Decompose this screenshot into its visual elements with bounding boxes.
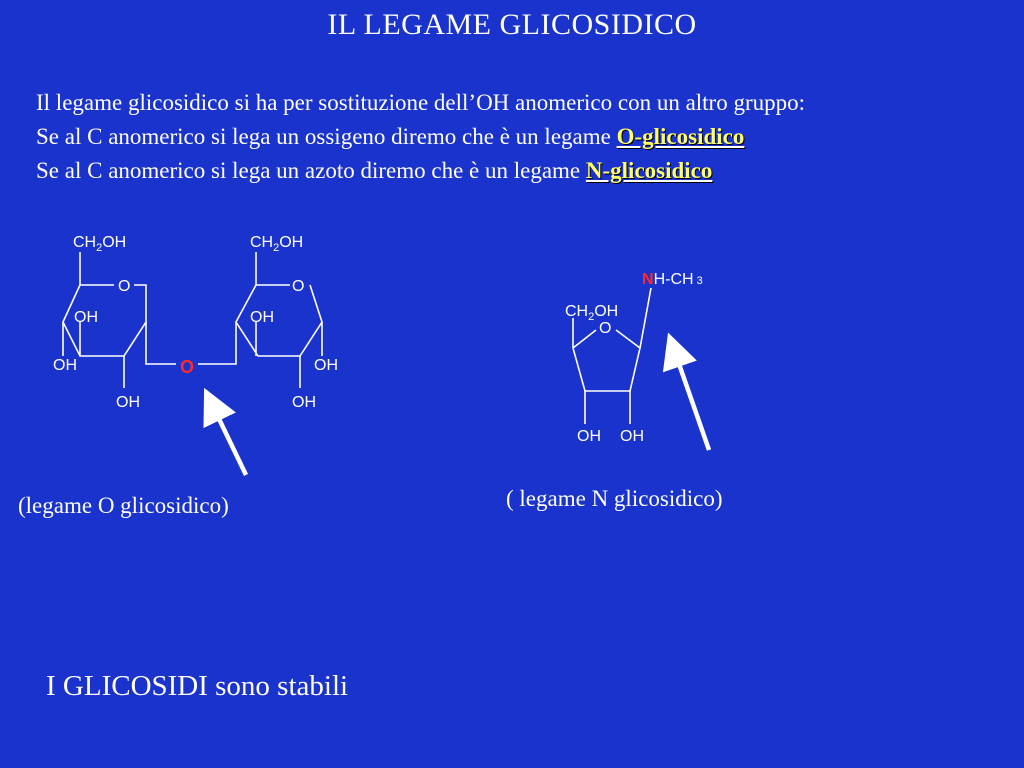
arrow-n-bond <box>671 341 709 450</box>
ring-2-bonds <box>236 285 322 356</box>
ring-1-pyranose <box>53 234 146 411</box>
ring-2-pyranose <box>236 234 338 411</box>
ring-2-oxygen: O <box>292 278 305 295</box>
ring-2-ch2oh: $CH_2OH$ <box>250 234 304 254</box>
furanose-oh-right: OH <box>620 428 644 445</box>
furanose-ring-bonds <box>573 330 640 391</box>
ring-1-oh-ring: OH <box>74 309 98 326</box>
ring-2-oh-right: OH <box>314 357 338 374</box>
furanose-n-glycoside <box>565 271 703 445</box>
ring-2-oh-ring: OH <box>250 309 274 326</box>
intro-line-2-text: Se al C anomerico si lega un ossigeno diremo che è un legame <box>36 124 617 149</box>
o-glicosidico-term: O-glicosidico <box>616 124 745 149</box>
slide-title: IL LEGAME GLICOSIDICO <box>327 8 697 41</box>
arrow-o-bond <box>208 396 246 475</box>
ring-1-oh-left: OH <box>53 357 77 374</box>
ring-1-ch2oh: $CH_2OH$ <box>73 234 127 254</box>
furanose-ch2oh: $CH_2OH$ <box>565 303 619 323</box>
n-methyl-group: NH-CH 3 <box>642 271 703 288</box>
caption-o-glycosidic: (legame O glicosidico) <box>18 493 229 518</box>
intro-line-1: Il legame glicosidico si ha per sostituzione dell’OH anomerico con un altro gruppo: <box>36 90 806 115</box>
intro-line-3-text: Se al C anomerico si lega un azoto diremo che è un legame <box>36 158 586 183</box>
caption-n-glycosidic: ( legame N glicosidico) <box>506 486 723 511</box>
footer-statement: I GLICOSIDI sono stabili <box>46 670 349 702</box>
bridge-oxygen: O <box>180 357 195 377</box>
n-glicosidico-term: N-glicosidico <box>585 158 713 183</box>
ring-1-oh-bottom: OH <box>116 394 140 411</box>
furanose-oxygen: O <box>599 320 612 337</box>
ring-2-oh-bottom: OH <box>292 394 316 411</box>
ring-1-oxygen: O <box>118 278 131 295</box>
glycosidic-bridge <box>146 322 236 377</box>
furanose-oh-left: OH <box>577 428 601 445</box>
